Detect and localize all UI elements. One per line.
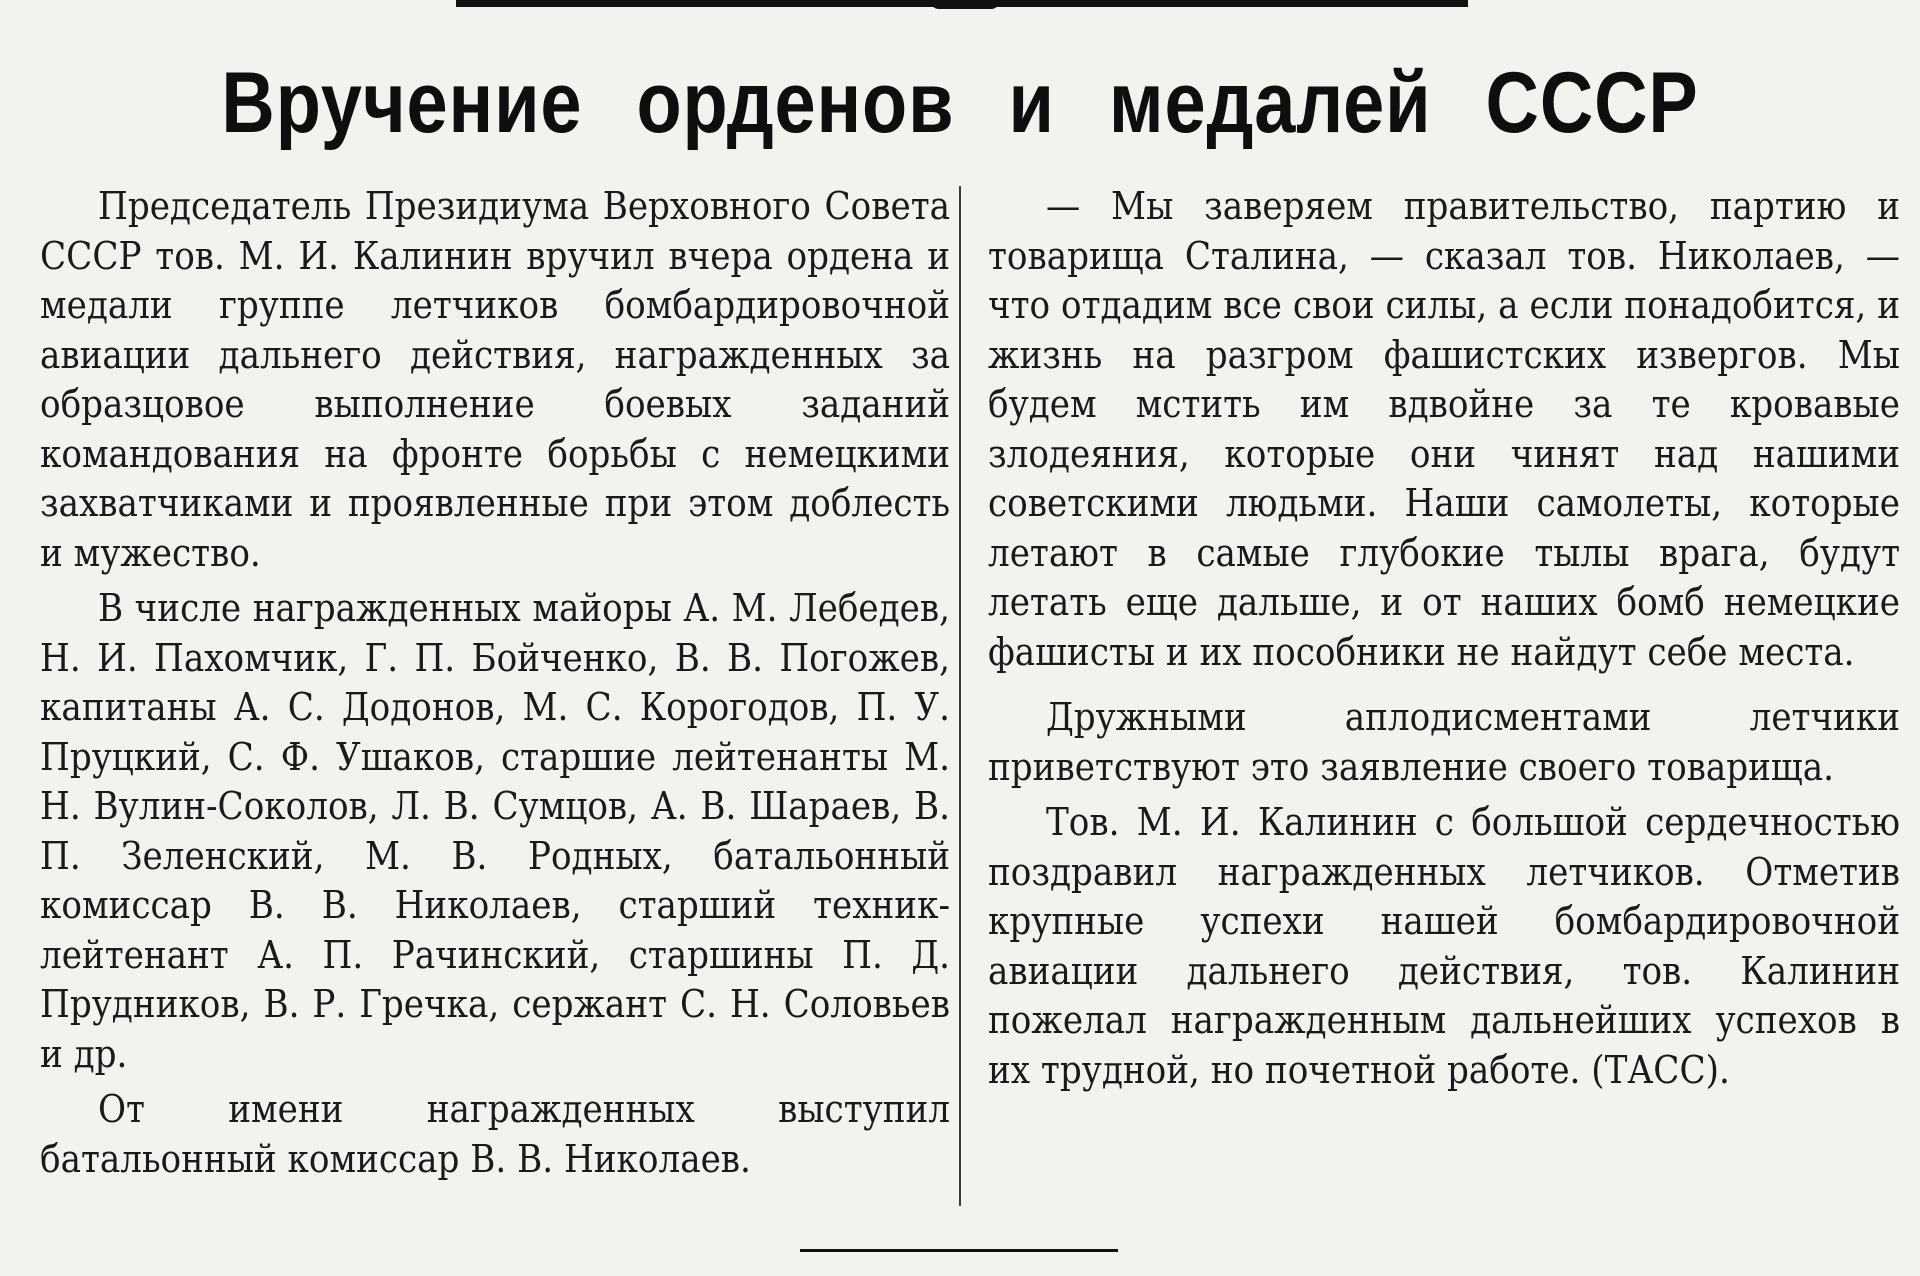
article-headline: Вручение орденов и медалей СССР <box>221 55 1699 151</box>
paragraph-congratulations: Тов. М. И. Калинин с большой сердечностью поздравил награжденных летчиков. Отметив крупные успехи нашей бомбардировочной авиации дальнего действия, тов. Калинин пожелал награжденным дальнейших успехов в их трудной, но почетной работе. (ТАСС). <box>988 800 1900 1092</box>
paragraph-applause: Дружными аплодисментами летчики приветствуют это заявление своего товарища. <box>988 695 1900 789</box>
top-rule-ornament <box>930 0 1000 9</box>
column-divider <box>959 186 961 1206</box>
paragraph-speech: — Мы заверяем правительство, партию и товарища Сталина, — сказал тов. Николаев, — что отдадим все свои силы, а если понадобится, и жизнь на разгром фашистских извергов. Мы будем мстить им вдвойне за те кровавые злодеяния, которые они чинят над нашими советскими людьми. Наши самолеты, которые летают в самые глубокие тылы врага, будут летать еще дальше, и от наших бомб немецкие фашисты и их пособники не найдут себе места. <box>988 184 1900 674</box>
left-column <box>40 182 950 1184</box>
paragraph-awardees-list: В числе награжденных майоры А. М. Лебедев, Н. И. Пахомчик, Г. П. Бойченко, В. В. Погожев, капитаны А. С. Додонов, М. С. Корогодов, П. У. Пруцкий, С. Ф. Ушаков, старшие лейтенанты М. Н. Вулин-Соколов, Л. В. Сумцов, А. В. Шараев, В. П. Зеленский, М. В. Родных, батальонный комиссар В. В. Николаев, старший техник-лейтенант А. П. Рачинский, старшины П. Д. Прудников, В. Р. Гречка, сержант С. Н. Соловьев и др. <box>40 586 950 1076</box>
paragraph-award-announcement: Председатель Президиума Верховного Совета СССР тов. М. И. Калинин вручил вчера ордена и медали группе летчиков бомбардировочной авиации дальнего действия, награжденных за образцовое выполнение боевых заданий командования на фронте борьбы с немецкими захватчиками и проявленные при этом доблесть и мужество. <box>40 184 950 575</box>
right-column <box>988 182 1900 1095</box>
paragraph-speaker-intro: От имени награжденных выступил батальонный комиссар В. В. Николаев. <box>40 1087 950 1181</box>
bottom-rule <box>800 1249 1118 1252</box>
